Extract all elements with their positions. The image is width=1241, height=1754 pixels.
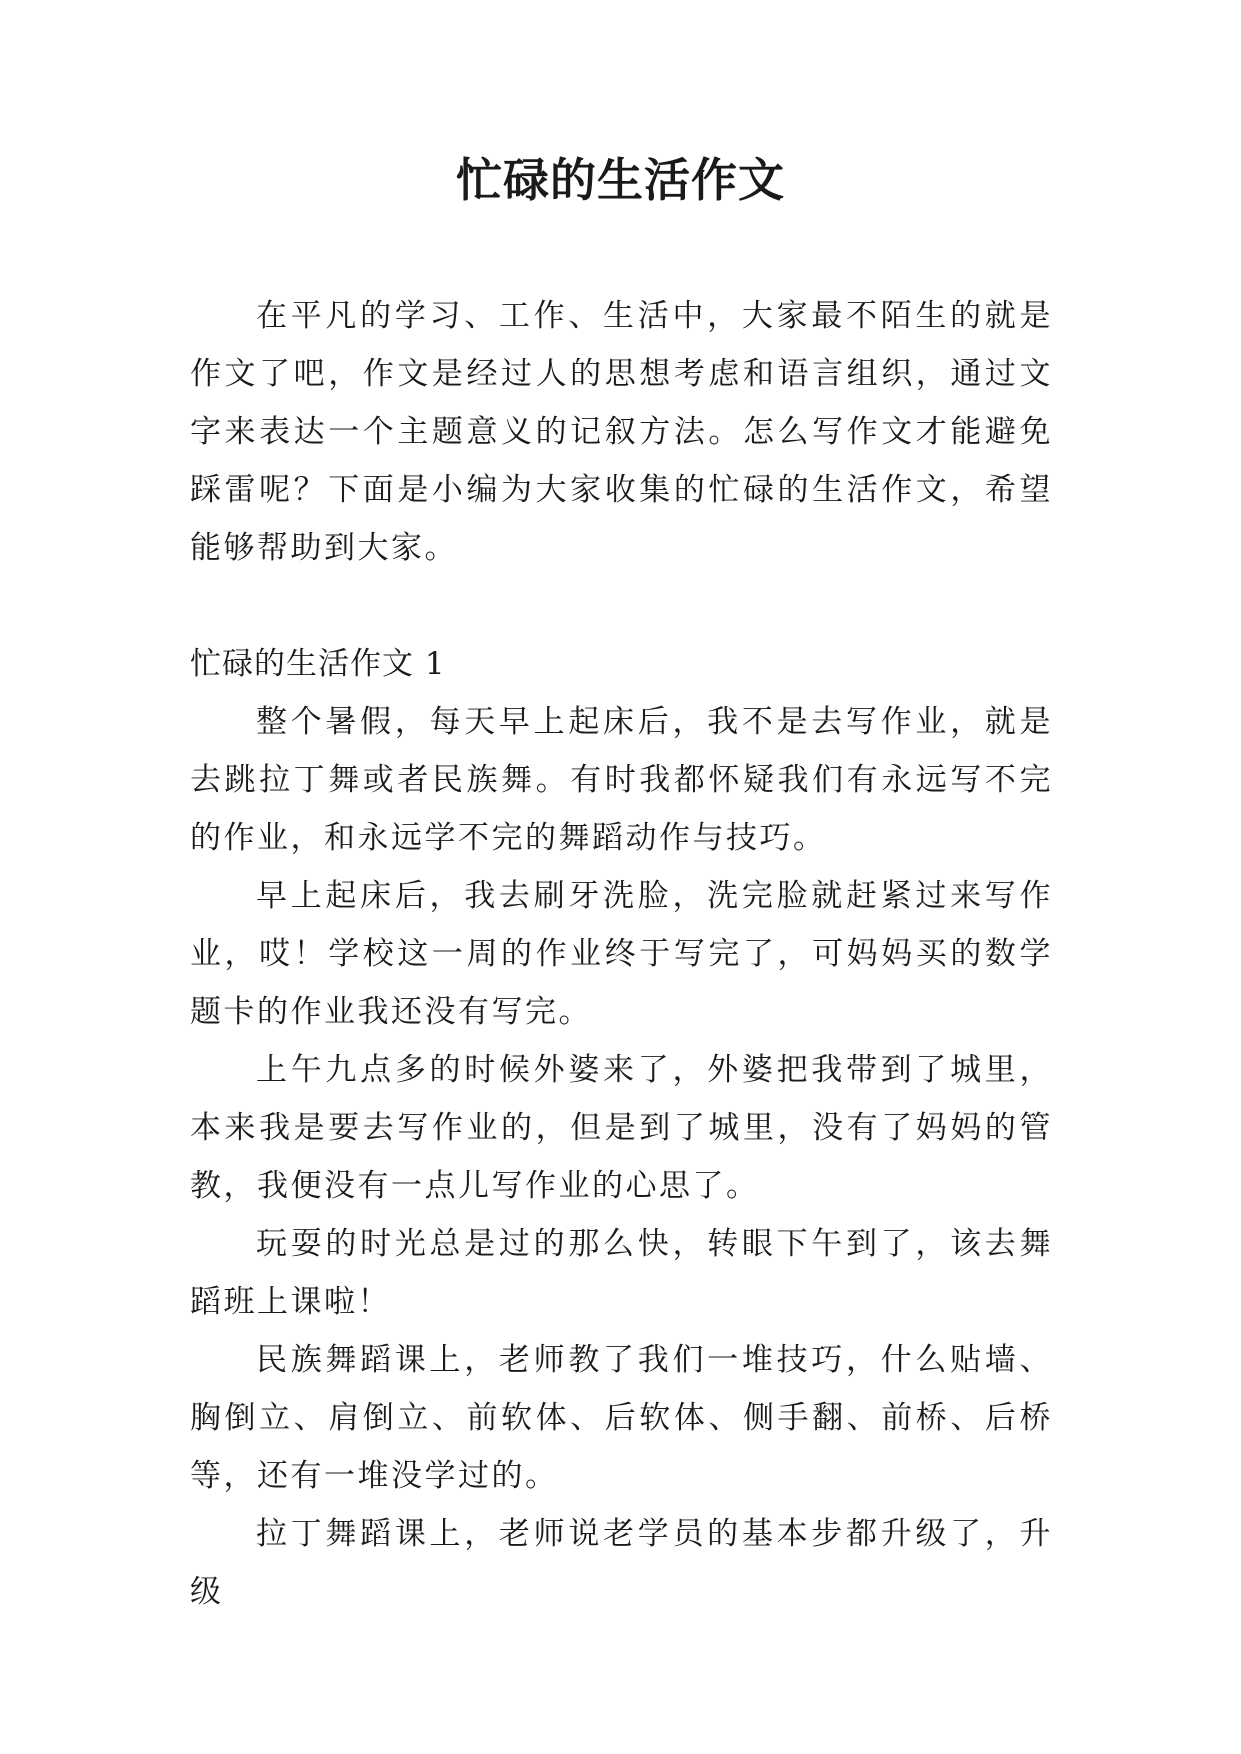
section-heading: 忙碌的生活作文 1 [190,646,446,682]
body-paragraph: 玩耍的时光总是过的那么快，转眼下午到了，该去舞蹈班上课啦！ [190,1226,1053,1320]
page-title: 忙碌的生活作文 [456,153,785,207]
body-paragraph: 整个暑假，每天早上起床后，我不是去写作业，就是去跳拉丁舞或者民族舞。有时我都怀疑我们有永远写不完的作业，和永远学不完的舞蹈动作与技巧。 [190,704,1053,856]
intro-paragraph: 在平凡的学习、工作、生活中，大家最不陌生的就是作文了吧，作文是经过人的思想考虑和语言组织，通过文字来表达一个主题意义的记叙方法。怎么写作文才能避免踩雷呢？下面是小编为大家收集的忙碌的生活作文，希望能够帮助到大家。 [190,298,1053,566]
body-paragraph: 民族舞蹈课上，老师教了我们一堆技巧，什么贴墙、胸倒立、肩倒立、前软体、后软体、侧手翻、前桥、后桥等，还有一堆没学过的。 [190,1342,1053,1494]
body-paragraph: 早上起床后，我去刷牙洗脸，洗完脸就赶紧过来写作业，哎！学校这一周的作业终于写完了，可妈妈买的数学题卡的作业我还没有写完。 [190,878,1053,1030]
document-body [190,287,1053,1621]
body-paragraph: 上午九点多的时候外婆来了，外婆把我带到了城里，本来我是要去写作业的，但是到了城里，没有了妈妈的管教，我便没有一点儿写作业的心思了。 [190,1052,1053,1204]
body-paragraph: 拉丁舞蹈课上，老师说老学员的基本步都升级了，升级 [190,1516,1053,1610]
